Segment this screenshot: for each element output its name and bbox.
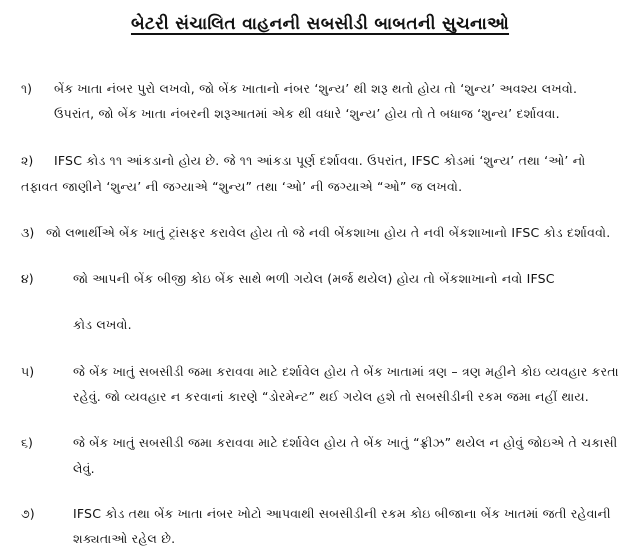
item-7-line-1: IFSC કોડ તથા બેંક ખાતા નંબર ખોટો આપવાથી સબસીડીની રકમ કોઇ બીજાના બેંક ખાતમાં જતી રહેવાની [73, 506, 611, 521]
item-5-number: ૫) [21, 364, 35, 379]
item-6-line-2: લેવું. [73, 461, 95, 476]
item-1-line-2: ઉપરાંત, જો બેંક ખાતા નંબરની શરૂઆતમાં એક થી વધારે ‘શુન્ય’ હોય તો તે બધાજ ‘શુન્ય’ દર્શાવવા. [54, 106, 560, 121]
item-3-number: ૩) [21, 225, 35, 240]
item-1-number: ૧) [21, 81, 33, 96]
item-5-line-2: રહેવું. જો વ્યવહાર ન કરવાનાં કારણે “ડોરમેન્ટ” થઈ ગયેલ હશે તો સબસીડીની રકમ જમા નહીં થાય. [73, 389, 589, 404]
item-6-line-1: જે બેંક ખાતું સબસીડી જમા કરાવવા માટે દર્શાવેલ હોય તે બેંક ખાતું “ફ્રીઝ” થયેલ ન હોવું જોઇએ તે ચકાસી [73, 435, 618, 450]
item-7-number: ૭) [21, 506, 35, 521]
item-2-line-1: IFSC કોડ ૧૧ આંકડાનો હોય છે. જે ૧૧ આંકડા પૂર્ણ દર્શાવવા. ઉપરાંત, IFSC કોડમાં ‘શુન્ય’ તથા ‘ઓ’ નો [54, 153, 586, 168]
item-4-number: ૪) [21, 271, 34, 286]
item-4-line-2: કોડ લખવો. [73, 317, 132, 332]
item-4-line-1: જો આપની બેંક બીજી કોઇ બેંક સાથે ભળી ગયેલ (મર્જ થયેલ) હોય તો બેંકશાખાનો નવો IFSC [73, 271, 555, 286]
item-5-line-1: જે બેંક ખાતું સબસીડી જમા કરાવવા માટે દર્શાવેલ હોય તે બેંક ખાતામાં ત્રણ – ત્રણ મહીને કોઇ વ્યવહાર કરતા [73, 364, 619, 379]
item-1-line-1: બેંક ખાતા નંબર પુરો લખવો, જો બેંક ખાતાનો નંબર ‘શુન્ય’ થી શરૂ થતો હોય તો ‘શુન્ય’ અવશ્ય લખવો. [54, 81, 578, 96]
item-2-number: ૨) [21, 153, 34, 168]
item-7-line-2: શક્યતાઓ રહેલ છે. [73, 531, 176, 546]
item-6-number: ૬) [21, 435, 33, 450]
item-3-line-1: જો લભાર્થીએ બેંક ખાતું ટ્રાંસફર કરાવેલ હોય તો જે નવી બેંકશાખા હોય તે નવી બેંકશાખાનો IFSC કોડ દર્શાવવો. [46, 225, 611, 240]
item-2-line-2: તફાવત જાણીને ‘શુન્ય’ ની જગ્યાએ “શુન્ય” તથા ‘ઓ’ ની જગ્યાએ “ઓ” જ લખવો. [21, 179, 463, 194]
document-title-text: બેટરી સંચાલિત વાહનની સબસીડી બાબતની સુચનાઓ [130, 14, 510, 34]
document-title [0, 14, 640, 34]
